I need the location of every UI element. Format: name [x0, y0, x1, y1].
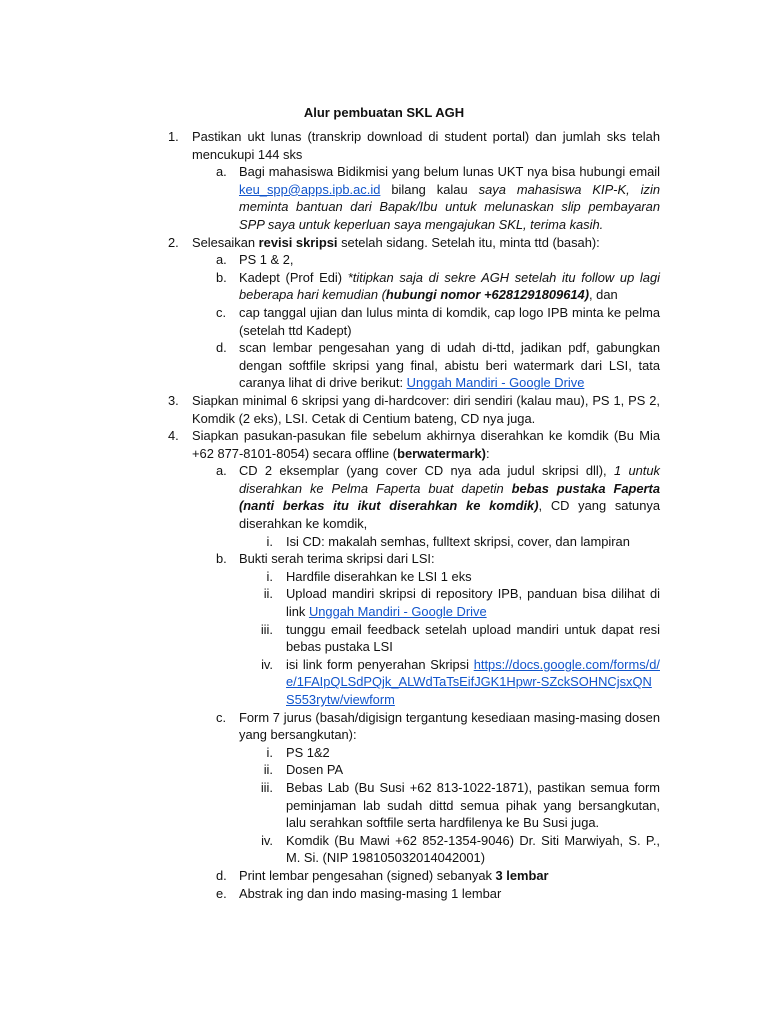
- list-marker: 4.: [168, 428, 179, 444]
- text-run: , CD yang satunya diserahkan ke komdik,: [239, 498, 660, 532]
- list-item-text: [239, 462, 660, 532]
- text-run: Siapkan minimal 6 skripsi yang di-hardcover: diri sendiri (kalau mau), PS 1, PS 2, Komdik (2 eks), LSI. Cetak di Centium bateng, CD nya juga.: [192, 392, 660, 426]
- text-run: tunggu email feedback setelah upload mandiri untuk dapat resi bebas pustaka LSI: [286, 621, 660, 655]
- list-marker: e.: [216, 885, 227, 901]
- text-run: setelah sidang. Setelah itu, minta ttd (basah):: [337, 234, 600, 250]
- list-item: [160, 656, 660, 709]
- document-title: Alur pembuatan SKL AGH: [303, 105, 465, 120]
- list-item: [160, 744, 660, 762]
- text-run: CD 2 eksemplar (yang cover CD nya ada judul skripsi dll),: [239, 463, 614, 479]
- text-run: Upload mandiri skripsi di repository IPB, panduan bisa dilihat di link: [286, 586, 660, 620]
- list-item: [160, 533, 660, 551]
- list-item: [160, 885, 660, 903]
- italic-text: 1 untuk diserahkan ke Pelma Faperta buat dapetin: [239, 463, 660, 496]
- text-run: Kadept (Prof Edi): [239, 269, 348, 285]
- text-run: Form 7 jurus (basah/digisign tergantung kesediaan masing-masing dosen yang bersangkutan):: [239, 709, 660, 743]
- bold-italic-text: bebas pustaka Faperta (nanti berkas itu ikut diserahkan ke komdik): [239, 480, 661, 514]
- list-item-text: [192, 392, 660, 427]
- list-item-text: [239, 304, 660, 339]
- list-item: [160, 779, 660, 832]
- list-marker: c.: [216, 304, 227, 320]
- list-marker: ii.: [263, 586, 273, 602]
- bold-text: 3 lembar: [495, 867, 549, 883]
- list-item-text: [192, 427, 660, 462]
- text-run: scan lembar pengesahan yang di udah di-ttd, jadikan pdf, gabungkan dengan softfile skripsi yang final, abistu beri watermark dari LSI, tata caranya lihat di drive berikut:: [239, 340, 660, 391]
- list-item: [160, 585, 660, 620]
- list-item-text: [286, 585, 660, 620]
- text-run: Isi CD: makalah semhas, fulltext skripsi, cover, dan lampiran: [286, 533, 630, 549]
- list-item-text: [239, 550, 660, 568]
- list-item-text: [192, 234, 660, 252]
- list-item-text: [239, 709, 660, 744]
- text-run: Hardfile diserahkan ke LSI 1 eks: [286, 568, 472, 584]
- list-item-text: [239, 269, 660, 304]
- list-item: [160, 709, 660, 744]
- text-run: Bukti serah terima skripsi dari LSI:: [239, 551, 435, 567]
- bold-italic-text: hubungi nomor +6281291809614): [385, 287, 590, 303]
- list-item-text: [286, 568, 660, 586]
- list-marker: i.: [266, 568, 273, 584]
- list-item-text: [286, 744, 660, 762]
- list-item: [160, 621, 660, 656]
- list-item-text: [286, 621, 660, 656]
- list-item-text: [239, 867, 660, 885]
- text-run: Siapkan pasukan-pasukan file sebelum akhirnya diserahkan ke komdik (Bu Mia +62 877-8101-8054) secara offline (: [192, 428, 660, 461]
- list-item: [160, 462, 660, 532]
- list-item: [160, 568, 660, 586]
- list-item: [160, 832, 660, 867]
- hyperlink[interactable]: Unggah Mandiri - Google Drive: [406, 375, 585, 391]
- list-marker: 3.: [168, 392, 179, 408]
- text-run: isi link form penyerahan Skripsi: [286, 656, 474, 672]
- text-run: Print lembar pengesahan (signed) sebanyak: [239, 867, 496, 883]
- list-item-text: [286, 779, 660, 832]
- text-run: Bebas Lab (Bu Susi +62 813-1022-1871), pastikan semua form peminjaman lab sudah dittd semua pihak yang bersangkutan, lalu serahkan softfile serta hardfilenya ke Bu Susi juga.: [286, 779, 660, 831]
- text-run: Bagi mahasiswa Bidikmisi yang belum lunas UKT nya bisa hubungi email: [239, 164, 660, 180]
- text-run: PS 1&2: [286, 744, 330, 760]
- list-marker: 2.: [168, 234, 179, 250]
- text-run: bilang kalau: [380, 181, 479, 197]
- list-marker: b.: [216, 551, 227, 567]
- list-marker: a.: [216, 252, 227, 268]
- list-marker: a.: [216, 164, 227, 180]
- list-item-text: [239, 163, 660, 233]
- text-run: :: [485, 445, 490, 461]
- list-marker: iii.: [260, 621, 273, 637]
- list-item: [160, 550, 660, 568]
- list-item: [160, 304, 660, 339]
- list-item-text: [239, 885, 660, 903]
- list-item-text: [192, 128, 660, 163]
- hyperlink[interactable]: https://docs.google.com/forms/d/e/1FAIpQLSdPQjk_ALWdTaTsEifJGK1Hpwr-SZckSOHNCjsxQNS553rytw/viewform: [286, 656, 660, 707]
- text-run: cap tanggal ujian dan lulus minta di komdik, cap logo IPB minta ke pelma (setelah ttd Kadept): [239, 304, 660, 338]
- list-marker: c.: [216, 709, 227, 725]
- bold-text: revisi skripsi: [258, 234, 338, 250]
- list-marker: i.: [266, 744, 273, 760]
- list-item: [160, 392, 660, 427]
- list-item: [160, 234, 660, 252]
- list-marker: 1.: [168, 129, 179, 144]
- list-item-text: [286, 656, 660, 709]
- text-run: Pastikan ukt lunas (transkrip download di student portal) dan jumlah sks telah mencukupi 144 sks: [192, 129, 660, 162]
- list-item-text: [239, 251, 660, 269]
- italic-text: *titipkan saja di sekre AGH setelah itu follow up lagi beberapa hari kemudian (: [239, 269, 661, 303]
- text-run: , dan: [589, 287, 618, 303]
- italic-text: saya mahasiswa KIP-K, izin meminta bantuan dari Bapak/Ibu untuk melunaskan slip pembayaran SPP saya untuk keperluan saya mengajukan SKL, terima kasih.: [239, 181, 661, 232]
- list-item: [160, 339, 660, 392]
- list-item: [160, 427, 660, 462]
- text-run: Abstrak ing dan indo masing-masing 1 lembar: [239, 885, 502, 901]
- list-marker: b.: [216, 269, 227, 285]
- list-item-text: [286, 533, 660, 551]
- list-marker: ii.: [263, 762, 273, 778]
- text-run: Selesaikan: [192, 234, 259, 250]
- list-marker: a.: [216, 463, 227, 479]
- list-item: [160, 761, 660, 779]
- list-marker: i.: [266, 533, 273, 549]
- instruction-list: [160, 128, 660, 902]
- text-run: Komdik (Bu Mawi +62 852-1354-9046) Dr. Siti Marwiyah, S. P., M. Si. (NIP 198105032014042001): [286, 832, 660, 866]
- list-item: [160, 269, 660, 304]
- text-run: Dosen PA: [286, 762, 344, 778]
- list-item: [160, 128, 660, 163]
- list-item: [160, 867, 660, 885]
- list-item-text: [286, 832, 660, 867]
- list-marker: iii.: [260, 779, 273, 795]
- list-item: [160, 163, 660, 233]
- text-run: PS 1 & 2,: [239, 252, 294, 268]
- list-marker: iv.: [261, 832, 273, 848]
- hyperlink[interactable]: keu_spp@apps.ipb.ac.id: [239, 181, 381, 197]
- bold-text: berwatermark): [397, 445, 486, 461]
- list-marker: d.: [216, 867, 227, 883]
- list-item: [160, 251, 660, 269]
- hyperlink[interactable]: Unggah Mandiri - Google Drive: [308, 604, 487, 620]
- list-marker: iv.: [261, 656, 273, 672]
- list-marker: d.: [216, 340, 227, 356]
- list-item-text: [239, 339, 660, 392]
- list-item-text: [286, 761, 660, 779]
